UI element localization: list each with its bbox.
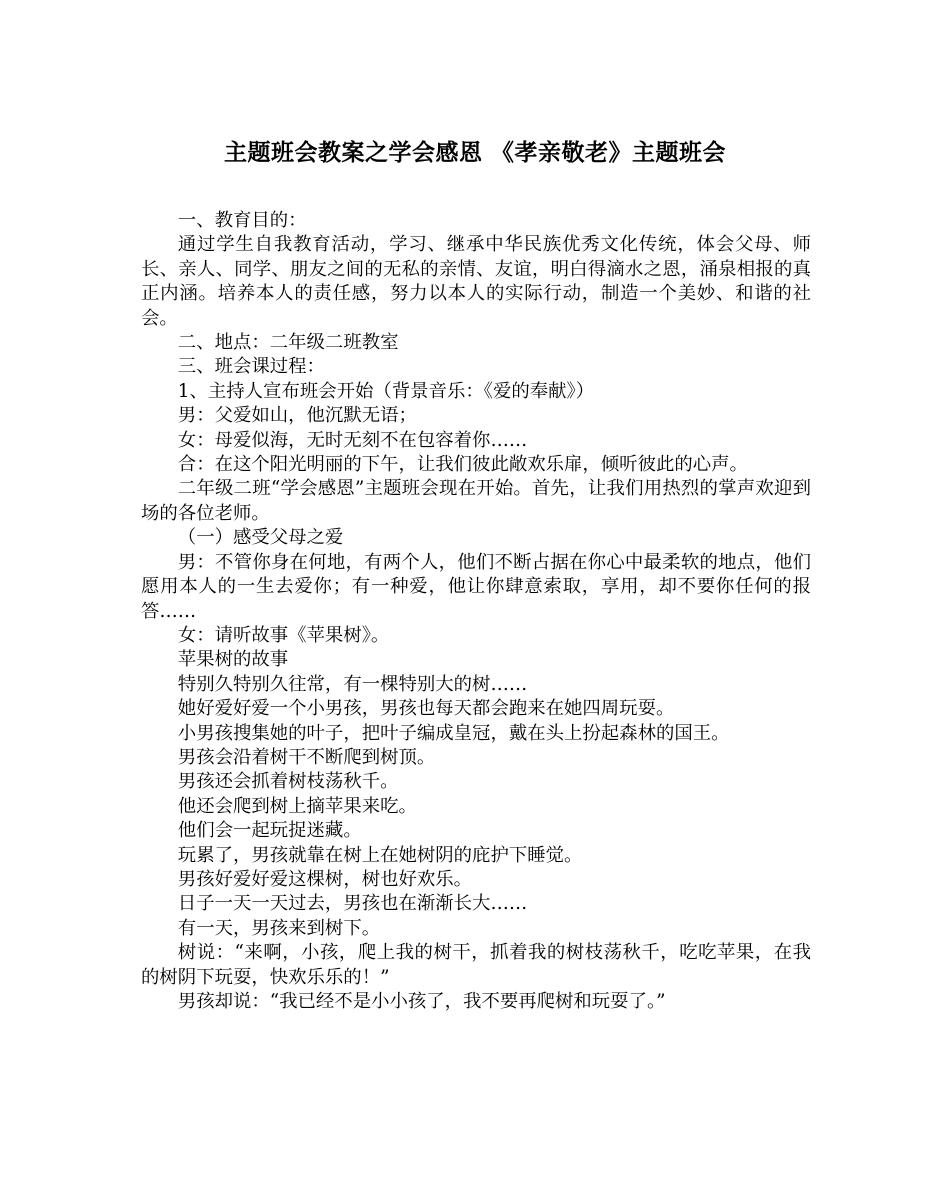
paragraph: 男孩会沿着树干不断爬到树顶。 xyxy=(177,746,436,768)
paragraph: 小男孩搜集她的叶子，把叶子编成皇冠，戴在头上扮起森林的国王。 xyxy=(177,722,730,744)
paragraph: 三、班会课过程： xyxy=(177,356,325,378)
paragraph: 二、地点：二年级二班教室 xyxy=(177,332,399,354)
paragraph: 日子一天一天过去，男孩也在渐渐长大…… xyxy=(177,893,528,915)
paragraph: 合：在这个阳光明丽的下午，让我们彼此敞欢乐扉，倾听彼此的心声。 xyxy=(177,454,748,476)
paragraph: 男孩还会抓着树枝荡秋千。 xyxy=(177,771,399,793)
paragraph: 1、主持人宣布班会开始（背景音乐：《爱的奉献》） xyxy=(177,380,595,402)
paragraph: 通过学生自我教育活动，学习、继承中华民族优秀文化传统，体会父母、师长、亲人、同学、朋友之间的无私的亲情、友谊，明白得滴水之恩，涌泉相报的真正内涵。培养本人的责任感，努力以本人的实际行动，制造一个美妙、和谐的社会。 xyxy=(141,234,811,329)
document-body xyxy=(141,209,811,1014)
paragraph: 树说：“来啊，小孩，爬上我的树干，抓着我的树枝荡秋千，吃吃苹果，在我的树阴下玩耍，快欢乐乐的！” xyxy=(141,942,811,988)
paragraph: 女：母爱似海，无时无刻不在包容着你…… xyxy=(177,429,528,451)
paragraph: 她好爱好爱一个小男孩，男孩也每天都会跑来在她四周玩耍。 xyxy=(177,698,675,720)
paragraph: 男孩却说：“我已经不是小小孩了，我不要再爬树和玩耍了。” xyxy=(177,991,666,1012)
paragraph: 苹果树的故事 xyxy=(177,649,289,671)
paragraph: 玩累了，男孩就靠在树上在她树阴的庇护下睡觉。 xyxy=(177,844,583,866)
paragraph: （一）感受父母之爱 xyxy=(177,527,344,549)
paragraph: 特别久特别久往常，有一棵特别大的树…… xyxy=(177,673,528,695)
paragraph: 他们会一起玩捉迷藏。 xyxy=(177,820,362,842)
paragraph: 男：不管你身在何地，有两个人，他们不断占据在你心中最柔软的地点，他们愿用本人的一生去爱你；有一种爱，他让你肆意索取，享用，却不要你任何的报答…… xyxy=(141,551,811,622)
paragraph: 男：父爱如山，他沉默无语； xyxy=(177,405,417,427)
paragraph: 一、教育目的： xyxy=(177,210,307,231)
paragraph: 女：请听故事《苹果树》。 xyxy=(177,624,390,646)
paragraph: 男孩好爱好爱这棵树，树也好欢乐。 xyxy=(177,868,473,890)
document-title: 主题班会教案之学会感恩 《孝亲敬老》主题班会 xyxy=(223,139,726,166)
paragraph: 有一天，男孩来到树下。 xyxy=(177,917,381,939)
paragraph: 他还会爬到树上摘苹果来吃。 xyxy=(177,795,417,817)
paragraph: 二年级二班“学会感恩”主题班会现在开始。首先，让我们用热烈的掌声欢迎到场的各位老师。 xyxy=(141,478,811,524)
